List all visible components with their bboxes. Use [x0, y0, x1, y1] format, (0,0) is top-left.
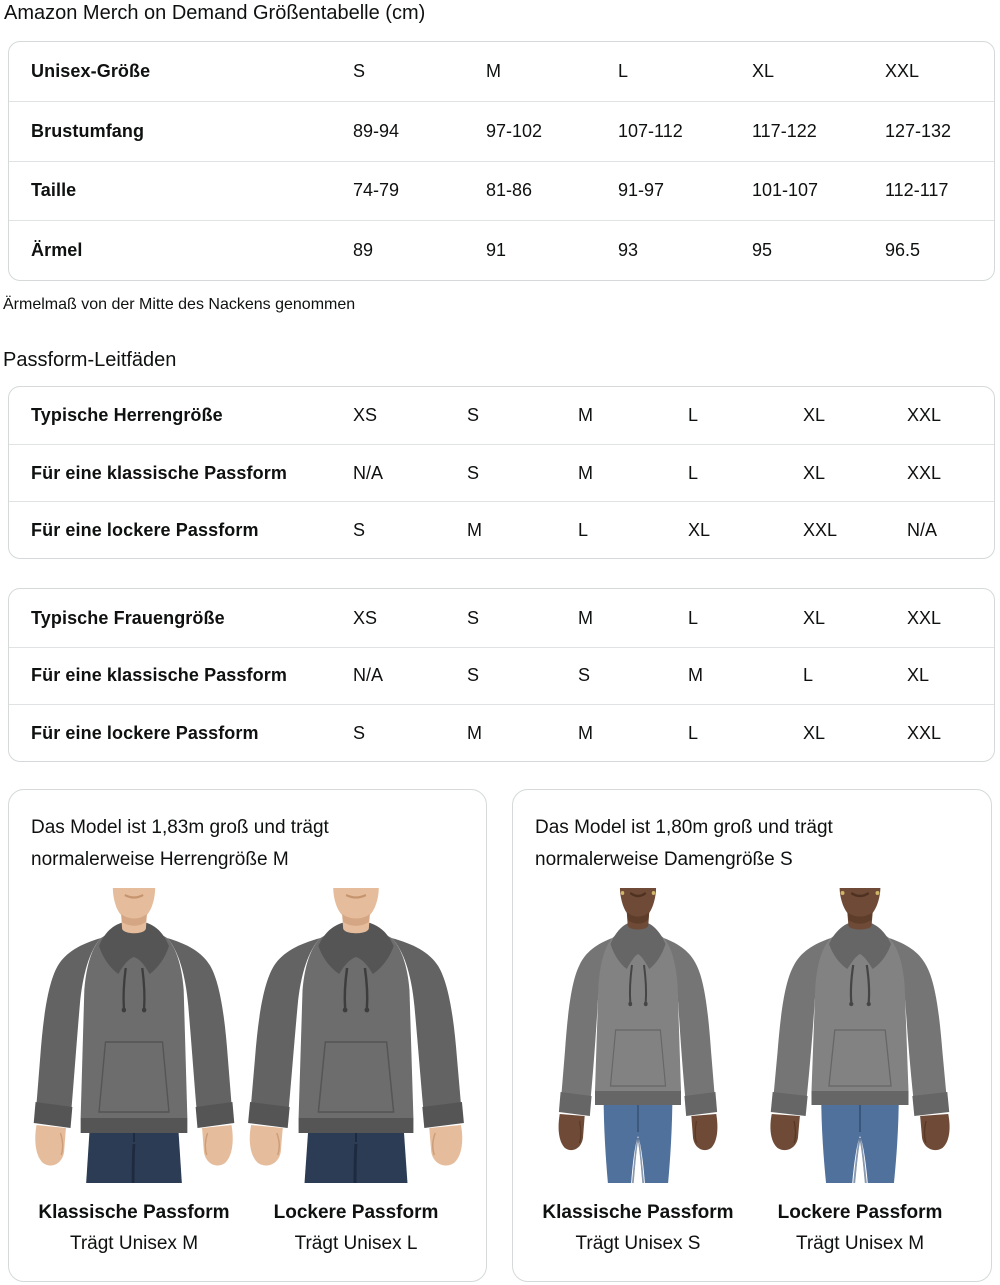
size-cell: M: [486, 61, 501, 82]
row-label: Unisex-Größe: [31, 61, 151, 82]
size-cell: L: [688, 607, 699, 628]
row-label: Typische Herrengröße: [31, 404, 223, 425]
model-description: Das Model ist 1,83m groß und trägt normalerweise Herrengröße M: [31, 817, 329, 871]
size-cell: N/A: [353, 462, 384, 483]
size-cell: L: [803, 665, 814, 686]
model-cards: [8, 789, 1000, 1282]
size-cell: 127-132: [885, 121, 952, 142]
size-cell: M: [578, 462, 593, 483]
size-cell: L: [688, 404, 699, 425]
page-title: Amazon Merch on Demand Größentabelle (cm): [4, 2, 426, 24]
size-cell: XL: [907, 665, 930, 686]
fit-size-label: Trägt Unisex M: [795, 1233, 925, 1255]
size-cell: 112-117: [885, 180, 949, 201]
size-cell: XL: [752, 61, 775, 82]
size-cell: M: [688, 665, 703, 686]
table-row: [9, 161, 994, 220]
size-cell: XXL: [803, 519, 838, 540]
size-cell: S: [353, 519, 366, 540]
mens-model-card: [8, 789, 487, 1282]
sleeve-measure-note: Ärmelmaß von der Mitte des Nackens genommen: [3, 295, 356, 313]
size-cell: XL: [803, 722, 826, 743]
fit-size-label: Trägt Unisex L: [294, 1233, 418, 1255]
size-cell: XXL: [885, 61, 920, 82]
table-row: [9, 647, 994, 704]
table-row: [9, 220, 994, 279]
unisex-size-table: [8, 41, 995, 281]
fit-label: Lockere Passform: [777, 1202, 943, 1224]
size-cell: XS: [353, 404, 378, 425]
table-row: [9, 501, 994, 558]
fit-label: Klassische Passform: [38, 1202, 230, 1224]
size-cell: S: [353, 722, 366, 743]
model-description: Das Model ist 1,80m groß und trägt normalerweise Damengröße S: [535, 817, 833, 871]
fit-label: Klassische Passform: [542, 1202, 734, 1224]
size-cell: 74-79: [353, 180, 400, 201]
size-cell: S: [467, 607, 480, 628]
size-cell: XXL: [907, 607, 942, 628]
mens-fit-table: [8, 386, 995, 560]
fit-guides-heading: Passform-Leitfäden: [3, 348, 177, 371]
model-figure: [245, 888, 467, 1256]
model-figures: [23, 888, 486, 1256]
model-photo-male-classic-fit: [23, 888, 245, 1183]
table-row: [9, 444, 994, 501]
row-label: Für eine klassische Passform: [31, 665, 287, 686]
size-cell: XL: [803, 607, 826, 628]
table-row: [9, 387, 994, 444]
size-cell: XXL: [907, 722, 942, 743]
size-cell: L: [578, 519, 589, 540]
size-cell: 117-122: [752, 121, 817, 142]
size-cell: L: [688, 462, 699, 483]
table-row: [9, 42, 994, 101]
size-cell: M: [467, 519, 482, 540]
size-cell: 93: [618, 239, 639, 260]
size-cell: 107-112: [618, 121, 683, 142]
size-cell: S: [578, 665, 591, 686]
size-cell: L: [688, 722, 699, 743]
model-figures: [527, 888, 991, 1256]
row-label: Ärmel: [31, 239, 83, 260]
row-label: Brustumfang: [31, 121, 145, 142]
table-row: [9, 704, 994, 761]
size-cell: 91: [486, 239, 507, 260]
size-cell: S: [467, 462, 480, 483]
model-figure: [527, 888, 749, 1256]
size-cell: XXL: [907, 462, 942, 483]
model-photo-female-loose-fit: [749, 888, 971, 1183]
size-cell: 81-86: [486, 180, 533, 201]
size-cell: S: [467, 665, 480, 686]
model-photo-male-loose-fit: [245, 888, 467, 1183]
table-row: [9, 101, 994, 160]
size-cell: XXL: [907, 404, 942, 425]
table-row: [9, 589, 994, 646]
size-cell: 89-94: [353, 121, 400, 142]
size-cell: 91-97: [618, 180, 665, 201]
size-cell: M: [467, 722, 482, 743]
size-cell: M: [578, 404, 593, 425]
row-label: Taille: [31, 180, 77, 201]
size-cell: N/A: [907, 519, 938, 540]
size-cell: 95: [752, 239, 773, 260]
fit-size-label: Trägt Unisex M: [69, 1233, 199, 1255]
size-cell: XL: [803, 462, 826, 483]
size-cell: S: [353, 61, 366, 82]
size-cell: N/A: [353, 665, 384, 686]
model-figure: [749, 888, 971, 1256]
size-cell: 89: [353, 239, 374, 260]
row-label: Für eine klassische Passform: [31, 462, 287, 483]
row-label: Für eine lockere Passform: [31, 722, 259, 743]
row-label: Typische Frauengröße: [31, 607, 225, 628]
size-cell: S: [467, 404, 480, 425]
fit-size-label: Trägt Unisex S: [575, 1233, 701, 1255]
size-cell: 96.5: [885, 239, 921, 260]
size-cell: XL: [803, 404, 826, 425]
size-cell: L: [618, 61, 629, 82]
size-cell: M: [578, 607, 593, 628]
size-cell: XL: [688, 519, 711, 540]
model-figure: [23, 888, 245, 1256]
womens-fit-table: [8, 588, 995, 762]
model-photo-female-classic-fit: [527, 888, 749, 1183]
size-cell: 101-107: [752, 180, 819, 201]
womens-model-card: [512, 789, 992, 1282]
size-cell: 97-102: [486, 121, 543, 142]
row-label: Für eine lockere Passform: [31, 519, 259, 540]
size-cell: M: [578, 722, 593, 743]
size-cell: XS: [353, 607, 378, 628]
fit-label: Lockere Passform: [273, 1202, 439, 1224]
